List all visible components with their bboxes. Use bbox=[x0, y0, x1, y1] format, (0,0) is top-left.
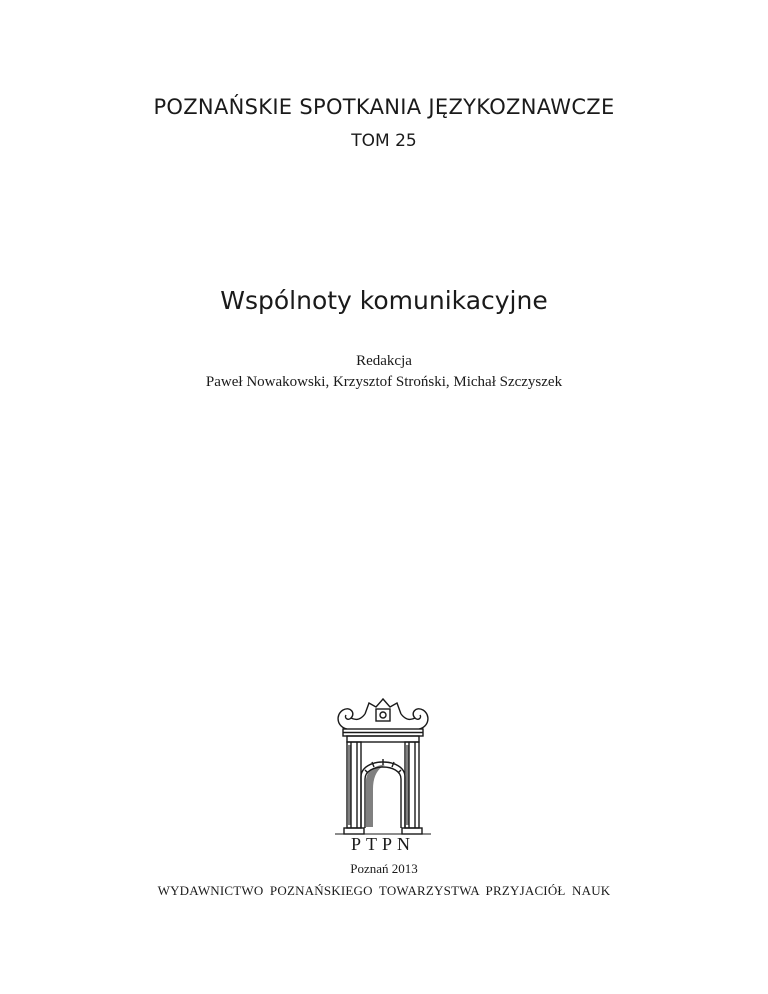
editors-list: Paweł Nowakowski, Krzysztof Stroński, Michał Szczyszek bbox=[205, 374, 563, 390]
book-title: Wspólnoty komunikacyjne bbox=[220, 286, 548, 315]
ptpn-gate-logo bbox=[327, 693, 439, 853]
series-title: POZNAŃSKIE SPOTKANIA JĘZYKOZNAWCZE bbox=[153, 95, 615, 119]
editor-label: Redakcja bbox=[356, 353, 412, 369]
logo-text: PTPN bbox=[350, 834, 416, 853]
volume-number: TOM 25 bbox=[351, 131, 417, 151]
place-and-year: Poznań 2013 bbox=[350, 861, 418, 876]
publisher-name: WYDAWNICTWO POZNAŃSKIEGO TOWARZYSTWA PRZYJACIÓŁ NAUK bbox=[157, 883, 611, 898]
